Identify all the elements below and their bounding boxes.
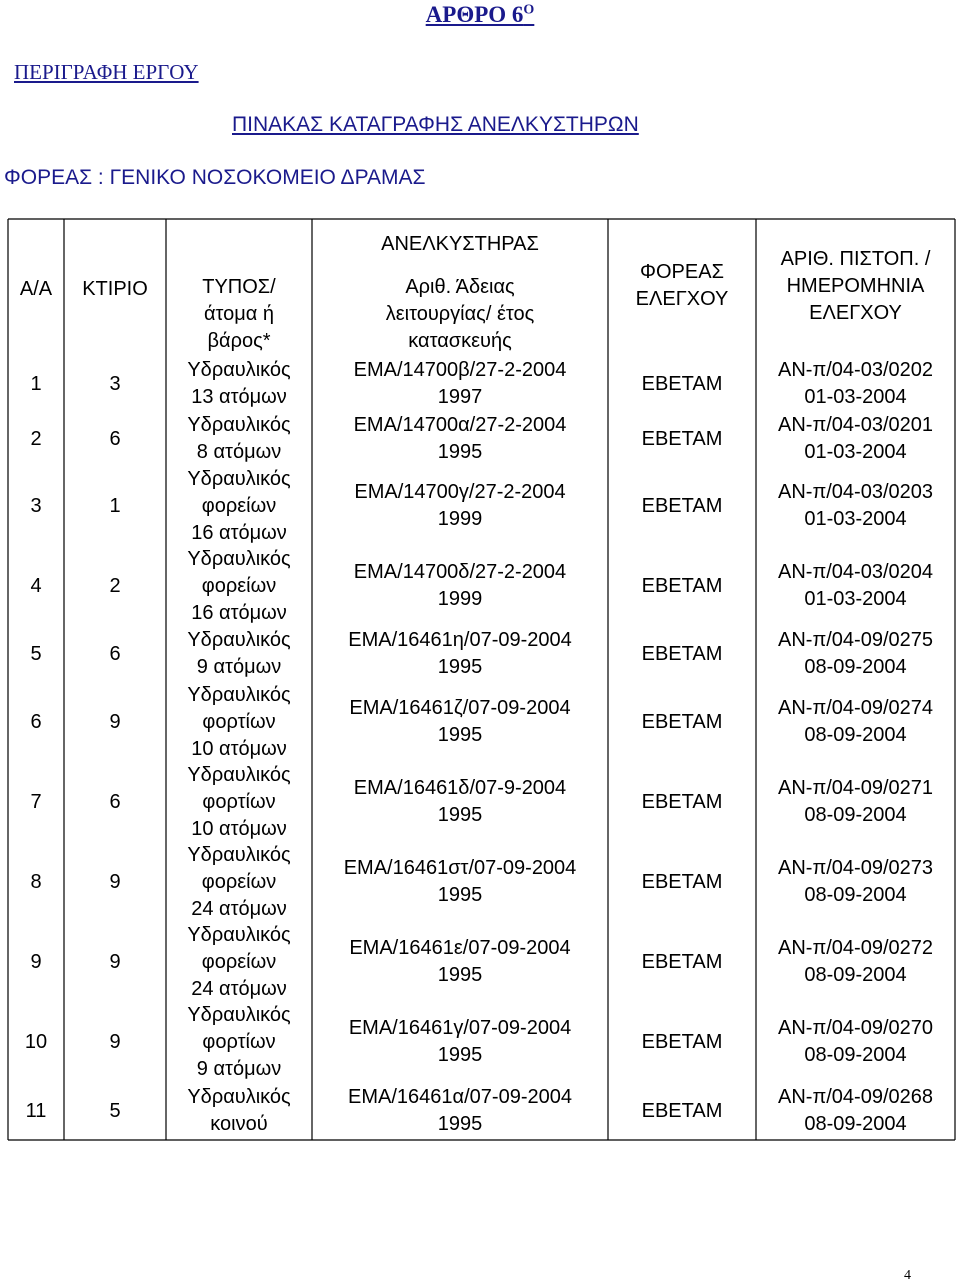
cell-line: ΕΜΑ/16461η/07-09-2004	[348, 629, 572, 651]
cell-line: 13 ατόμων	[191, 386, 287, 408]
row-aa: 6	[30, 710, 42, 733]
cell-line: λειτουργίας/ έτος	[385, 303, 535, 325]
cell-line: ΕΜΑ/16461ε/07-09-2004	[349, 937, 571, 959]
cell-line: ΑΝ-π/04-09/0274	[778, 697, 933, 719]
cell-line: ΕΛΕΓΧΟΥ	[635, 288, 729, 310]
row-building: 3	[109, 372, 121, 395]
row-license	[312, 412, 608, 466]
cell-line: 01-03-2004	[804, 588, 907, 610]
row-inspector: ΕΒΕΤΑΜ	[641, 372, 723, 395]
header-aa: Α/Α	[19, 277, 53, 300]
cell-line: κατασκευής	[408, 330, 512, 352]
row-license	[312, 356, 608, 412]
cell-line: ΕΜΑ/16461α/07-09-2004	[348, 1086, 572, 1108]
cell-line: 24 ατόμων	[191, 977, 287, 1000]
cell-line: ΕΛΕΓΧΟΥ	[809, 302, 902, 324]
row-aa: 8	[30, 870, 42, 893]
row-license	[312, 1002, 608, 1082]
cell-line: 8 ατόμων	[196, 441, 282, 463]
row-license	[312, 682, 608, 762]
cell-line: Υδραυλικός	[187, 414, 291, 436]
row-building: 6	[109, 790, 121, 813]
row-license	[312, 762, 608, 842]
row-aa: 9	[30, 950, 42, 973]
cell-line: 08-09-2004	[804, 884, 907, 906]
row-aa: 3	[30, 494, 42, 517]
cell-line: ΕΜΑ/16461στ/07-09-2004	[343, 857, 577, 879]
cell-line: Υδραυλικός	[187, 1003, 291, 1026]
cell-line: 1995	[437, 724, 483, 746]
description-label: ΠΕΡΙΓΡΑΦΗ ΕΡΓΟΥ	[14, 60, 199, 84]
cell-line: ΕΜΑ/14700δ/27-2-2004	[353, 561, 567, 583]
cell-line: ΑΝ-π/04-03/0202	[778, 359, 933, 381]
cell-line: φορείων	[201, 870, 277, 893]
row-cert	[756, 1082, 955, 1140]
row-type	[166, 466, 312, 546]
cell-line: φορείων	[201, 950, 277, 973]
row-cert	[756, 762, 955, 842]
row-cert	[756, 412, 955, 466]
cell-line: 01-03-2004	[804, 441, 907, 463]
row-aa: 4	[30, 574, 42, 597]
cell-line: Υδραυλικός	[187, 923, 291, 946]
row-building: 9	[109, 1030, 121, 1053]
row-inspector: ΕΒΕΤΑΜ	[641, 710, 723, 733]
cell-line: ΑΝ-π/04-09/0273	[778, 857, 933, 879]
cell-line: 16 ατόμων	[191, 601, 287, 624]
page-number: 4	[904, 1268, 911, 1283]
row-cert	[756, 466, 955, 546]
row-aa: 10	[24, 1030, 48, 1053]
row-type	[166, 626, 312, 682]
row-inspector: ΕΒΕΤΑΜ	[641, 574, 723, 597]
cell-line: Υδραυλικός	[187, 467, 291, 490]
cell-line: Υδραυλικός	[187, 629, 291, 651]
cell-line: ΑΝ-π/04-09/0268	[778, 1086, 933, 1108]
row-cert	[756, 842, 955, 922]
cell-line: Υδραυλικός	[187, 683, 291, 706]
cell-line: 1995	[437, 1113, 483, 1135]
cell-line: κοινού	[210, 1113, 268, 1135]
header-license	[312, 274, 608, 355]
cell-line: ΕΜΑ/14700γ/27-2-2004	[354, 481, 566, 503]
row-aa: 5	[30, 642, 42, 665]
row-inspector: ΕΒΕΤΑΜ	[641, 427, 723, 450]
cell-line: 08-09-2004	[804, 1044, 907, 1066]
cell-line: 08-09-2004	[804, 964, 907, 986]
row-building: 5	[109, 1099, 121, 1122]
cell-line: ΕΜΑ/16461δ/07-9-2004	[353, 777, 567, 799]
row-aa: 11	[25, 1099, 47, 1122]
row-building: 9	[109, 710, 121, 733]
row-license	[312, 546, 608, 626]
cell-line: άτομα ή	[203, 303, 275, 325]
row-cert	[756, 1002, 955, 1082]
cell-line: 1995	[437, 656, 483, 678]
cell-line: ΑΝ-π/04-03/0204	[778, 561, 933, 583]
row-type	[166, 842, 312, 922]
row-inspector: ΕΒΕΤΑΜ	[641, 494, 723, 517]
cell-line: φορείων	[201, 494, 277, 517]
row-aa: 1	[30, 372, 42, 395]
cell-line: 10 ατόμων	[191, 817, 287, 840]
row-cert	[756, 546, 955, 626]
cell-line: ΗΜΕΡΟΜΗΝΙΑ	[786, 275, 925, 297]
row-inspector: ΕΒΕΤΑΜ	[641, 1099, 723, 1122]
cell-line: 1997	[437, 386, 483, 408]
cell-line: 16 ατόμων	[191, 521, 287, 544]
cell-line: Υδραυλικός	[187, 547, 291, 570]
cell-line: 1999	[437, 588, 483, 610]
row-license	[312, 842, 608, 922]
cell-line: φορτίων	[202, 790, 276, 813]
row-license	[312, 466, 608, 546]
header-building: ΚΤΙΡΙΟ	[82, 277, 148, 300]
row-type	[166, 1082, 312, 1140]
cell-line: Αριθ. Άδειας	[405, 276, 515, 298]
row-type	[166, 682, 312, 762]
row-type	[166, 1002, 312, 1082]
table-title: ΠΙΝΑΚΑΣ ΚΑΤΑΓΡΑΦΗΣ ΑΝΕΛΚΥΣΤΗΡΩΝ	[232, 113, 639, 136]
header-group: ΑΝΕΛΚΥΣΤΗΡΑΣ	[381, 233, 539, 255]
cell-line: 1995	[437, 804, 483, 826]
row-license	[312, 1082, 608, 1140]
cell-line: ΑΝ-π/04-09/0275	[778, 629, 933, 651]
row-aa: 7	[30, 790, 42, 813]
cell-line: ΑΝ-π/04-09/0272	[778, 937, 933, 959]
cell-line: 08-09-2004	[804, 656, 907, 678]
row-type	[166, 922, 312, 1002]
cell-line: Υδραυλικός	[187, 763, 291, 786]
cell-line: ΑΝ-π/04-03/0201	[778, 414, 933, 436]
cell-line: ΕΜΑ/14700α/27-2-2004	[353, 414, 567, 436]
cell-line: φορτίων	[202, 1030, 276, 1053]
cell-line: φορείων	[201, 574, 277, 597]
row-inspector: ΕΒΕΤΑΜ	[641, 950, 723, 973]
cell-line: φορτίων	[202, 710, 276, 733]
row-cert	[756, 626, 955, 682]
row-license	[312, 922, 608, 1002]
row-cert	[756, 682, 955, 762]
row-cert	[756, 922, 955, 1002]
cell-line: 1995	[437, 884, 483, 906]
cell-line: 9 ατόμων	[196, 1057, 282, 1080]
cell-line: 1995	[437, 441, 483, 463]
row-building: 2	[109, 574, 121, 597]
cell-line: Υδραυλικός	[187, 843, 291, 866]
row-building: 6	[109, 642, 121, 665]
cell-line: ΕΜΑ/16461ζ/07-09-2004	[349, 697, 571, 719]
header-inspector	[608, 259, 756, 319]
row-type	[166, 762, 312, 842]
cell-line: 01-03-2004	[804, 508, 907, 530]
row-type	[166, 546, 312, 626]
cell-line: 10 ατόμων	[191, 737, 287, 760]
article-title: ΑΡΘΡΟ 6	[425, 2, 524, 27]
cell-line: ΕΜΑ/16461γ/07-09-2004	[348, 1017, 572, 1039]
row-type	[166, 356, 312, 412]
cell-line: 24 ατόμων	[191, 897, 287, 920]
row-inspector: ΕΒΕΤΑΜ	[641, 790, 723, 813]
cell-line: ΤΥΠΟΣ/	[202, 276, 276, 298]
cell-line: ΦΟΡΕΑΣ	[640, 261, 724, 283]
cell-line: Υδραυλικός	[187, 1086, 291, 1108]
row-inspector: ΕΒΕΤΑΜ	[641, 642, 723, 665]
cell-line: ΑΡΙΘ. ΠΙΣΤΟΠ. /	[780, 248, 931, 270]
cell-line: 1995	[437, 1044, 483, 1066]
operator-line: ΦΟΡΕΑΣ : ΓΕΝΙΚΟ ΝΟΣΟΚΟΜΕΙΟ ΔΡΑΜΑΣ	[4, 166, 426, 189]
row-building: 6	[109, 427, 121, 450]
cell-line: 9 ατόμων	[196, 656, 282, 678]
article-superscript: Ο	[523, 2, 535, 18]
row-inspector: ΕΒΕΤΑΜ	[641, 870, 723, 893]
row-building: 1	[109, 494, 121, 517]
row-aa: 2	[30, 427, 42, 450]
cell-line: ΑΝ-π/04-09/0271	[778, 777, 933, 799]
cell-line: Υδραυλικός	[187, 359, 291, 381]
header-type	[166, 274, 312, 355]
header-cert	[756, 246, 955, 327]
article-heading	[0, 2, 960, 28]
cell-line: 08-09-2004	[804, 724, 907, 746]
cell-line: 01-03-2004	[804, 386, 907, 408]
row-inspector: ΕΒΕΤΑΜ	[641, 1030, 723, 1053]
row-building: 9	[109, 950, 121, 973]
cell-line: 1995	[437, 964, 483, 986]
row-building: 9	[109, 870, 121, 893]
row-cert	[756, 356, 955, 412]
row-type	[166, 412, 312, 466]
cell-line: 08-09-2004	[804, 1113, 907, 1135]
cell-line: βάρος*	[207, 330, 271, 352]
cell-line: ΕΜΑ/14700β/27-2-2004	[353, 359, 567, 381]
cell-line: 1999	[437, 508, 483, 530]
cell-line: ΑΝ-π/04-09/0270	[778, 1017, 933, 1039]
cell-line: 08-09-2004	[804, 804, 907, 826]
cell-line: ΑΝ-π/04-03/0203	[778, 481, 933, 503]
row-license	[312, 626, 608, 682]
